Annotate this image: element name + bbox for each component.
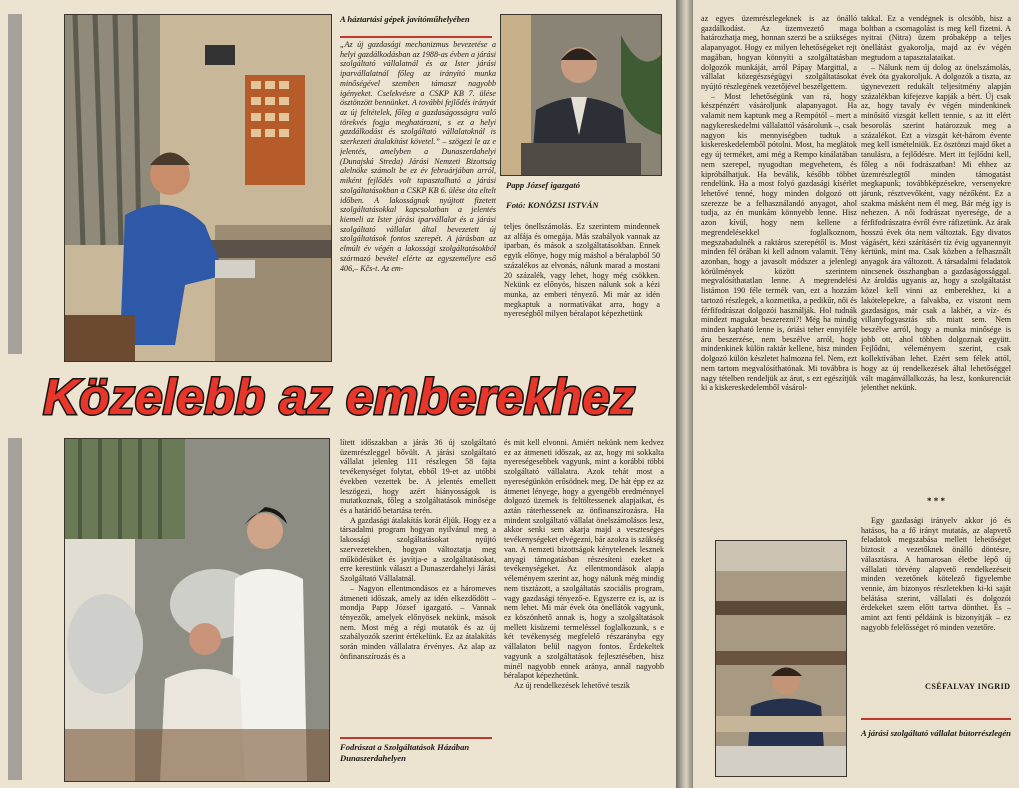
headline-text: Közelebb az emberekhez xyxy=(43,369,635,425)
column-paragraph: és mit kell elvonni. Amiért nekünk nem kedvez ez az átmeneti időszak, az az, hogy mi sokkalta nyereségesebbek vagyunk, mint a korábbi többi szolgáltató vállalatra. Azok tehát most a nyereségünkön erősödnek meg. De hát épp ez az átmenet lényege, hogy a gyengébb eredménnyel dolgozó üzemek is feltöltessenek alapjaikat, és aztán ráterhessenek az önfinanszírozásra. Ha mindent szolgáltató vállalat önelszámolásos lesz, akkor senki sem akarja majd a veszteséges tevékenységeket elvégezni, bár azokra is szükség van. A nemzeti bizottságok kénytelenek lesznek anyagi támogatásban részesíteni ezeket a tevékenységeket. Az ellentmondások alapja véleményem szerint az, hogy nálunk még mindig nem tisztázott, a szolgáltatás szociális program, vagy gazdasági tényező-e. Egyszerre ez is, az is nem lehet. Mi már évek óta önellátók vagyunk, ez köszönhető annak is, hogy a szolgáltatások mellett kisüzemi termeléssel foglalkozunk, s e két tevékenység megfelelő részarányba egy vállalaton belül nagyon fontos. Érdekeltek vagyunk a szolgáltatások fejlesztésében, hisz minél nagyobb ennek aránya, annál nagyobb béralapot képezhetünk. xyxy=(504,438,664,681)
workshop-photo xyxy=(64,14,332,362)
lead-paragraph: „Az új gazdasági mechanizmus bevezetése a helyi gazdálkodásban az 1988-as évben a járási szolgáltató vállalatnál és az Ister járási iparvállalatnál főleg az irányító munka minőségével szemben támaszt nagyobb igényeket. Cselekvésre a CSKP KB 7. ülése ösztönzött bennünket. A további fejlődés irányát az új feltételek, főleg a gazdaságosságra való törekvés fogja meghatározni, s ez a helyi gazdálkodási és szolgáltató vállalatoknál is szerkezeti átalakítást követel.” – szögezi le az e jelentés, amelyben a Dunaszerdahelyi (Dunajská Streda) Járási Nemzeti Bizottság alelnöke számolt be ez év februárjában arról, miként fejlődés volt tapasztalható a járási szolgáltatásokban a CSKP KB 6. ülése óta eltelt időben. A lakosságnak nyújtott fizetett szolgáltatásokkal kapcsolatban a jelentés kiemeli az Ister járási iparvállalat és a járási szolgáltató vállalat által bevezetett új szolgáltatások fontos szerepét. A járásban az elmúlt év végén a lakossági szolgáltatásokból származó bevétel elérte az egyszemélyre eső 406,– Kčs-t. Az em- xyxy=(340,40,496,273)
article-conclusion xyxy=(861,516,1011,676)
portrait-photo xyxy=(500,14,662,176)
column-paragraph: – Nálunk nem új dolog az önelszámolás, évek óta gyakoroljuk. A dolgozók a tiszta, az úgynevezett redukált teljesítmény alapján százalékban kifejezve kapják a bért. Új csak az, hogy tavaly év végén mindenkinek minősítő vizsgát kellett tennie, s az itt elért besorolás szerint határozzuk meg a százalékot. Ezt a vizsgát két-három évente meg kell ismételniük. Ez ösztönzi majd őket a tanulásra, a fejlődésre. Mert itt fejlődni kell, főleg a női fodrászatban! Mi ehhez az üzemrészlegtől minden támogatást megkapunk; továbbképzésekre, versenyekre járunk, résztvevőként, vagy nézőként. Ez a szakma másként nem él meg. Bár még így is nehezen. A női fodrászat nyeresége, de a férfifodrászatra évről évre ráfizetünk. Az árak hosszú évek óta nem változtak. Egy divatos vágásért, kézi szárításért tíz évig ugyanennyit kértünk, mint ma. Csak közben a felhasznált anyagok ára változott. A társadalmi feladatok nincsenek összhangban a gazdaságossággal. Az ároldás ugyanis az, hogy a szolgáltatást közel kell vinni az emberekhez, ki a lakótelepekre, a falvakba, ez viszont nem gazdaságos, már csak a lakbér, a víz- és villanyfogyasztás stb. miatt sem. Nem beszélve arról, hogy a munka minősége is jobb ott, ahol többen dolgoznak együtt. Fejlődni, véleményem szerint, csak kollektívában lehet. Ezért sem félek attól, hogy az új rendelkezések által lehetőséggel vált magánvállalkozás, ha lesz, konkurenciát jelenthet nekünk. xyxy=(861,62,1011,393)
gray-margin-bar xyxy=(8,14,22,354)
article-column-4 xyxy=(861,14,1011,494)
article-column-1b xyxy=(340,438,496,733)
column-paragraph: teljes önellszámolás. Ez szerintem mindennek az alfája és omegája. Más szabályok vannak az iparban, és mások a szolgáltatásokban. Ennek egyik előnye, hogy míg máshol a béralapból 50 százalékos az elvonás, nálunk marad a mostani 20 százalék, vagy lehet, hogy még csökken. Nekünk ez előnyös, hiszen nálunk sok a kézi munka, az emberi tényező. Mi már az idén megkaptuk a normatívákat arra, hogy a nyereségből milyen béralapot képezhetünk xyxy=(504,222,660,319)
column-paragraph: – Nagyon ellentmondásos ez a háromeves átmeneti időszak, amely az idén elkezdődött – mondja Papp József igazgató. – Vannak tényezők, amelyek előnyösek nekünk, mások nem. Most még a régi mutatók és az új szabályozók szerint értékelünk. Ez az átalakítás során minden vállalatra érvényes. Az alap az önfinanszírozás és a xyxy=(340,583,496,661)
column-paragraph: Egy gazdasági irányelv akkor jó és hatásos, ha a fő irányt mutatás, az alapvető feladatok megszabása mellett lehetőséget biztosít a vezetőknek önálló döntésre, választásra. A hamarosan életbe lépő új vállalati törvény alapvető rendelkezéseit minden vezetőnek kötelező figyelembe vennie, ám bizonyos részletekben ki-ki saját belátása szerint, vállalati és dolgozói érdekeket szem előtt tartva dönthet. És – amint azt fenti példáink is bizonyítják – ez nagyobb felelősséget ró minden vezetőre. xyxy=(861,516,1011,632)
caption-rule xyxy=(340,737,492,739)
caption-rule xyxy=(340,36,492,38)
headline xyxy=(14,362,664,432)
gray-margin-bar xyxy=(8,438,22,780)
article-lead xyxy=(340,40,496,360)
section-separator: * * * xyxy=(927,496,945,506)
page-gutter xyxy=(676,0,693,788)
column-paragraph: takkal. Ez a vendégnek is olcsóbb, hisz a boltban a csomagolást is meg kell fizetni. A nyitrai (Nitra) üzem próbaképp a teljes önellátást gyakorolja, majd az év végén megtudom a tapasztalataikat. xyxy=(861,14,1011,62)
portrait-caption: Papp József igazgató xyxy=(506,180,580,190)
column-paragraph: A gazdasági átalakítás korát éljük. Hogy ez a társadalmi program hogyan nyilvánul meg a lakossági szolgáltatásokat nyújtó szervezetekben, hogyan változtatja meg működésüket és javítja-e a szolgáltatásokat, erre kerestünk választ a Dunaszerdahelyi Járási Szolgáltató Vállalatnál. xyxy=(340,515,496,584)
column-paragraph: Az új rendelkezések lehetővé teszik xyxy=(514,680,630,690)
furniture-caption: A járási szolgáltató vállalat bútorrészlegén xyxy=(861,728,1011,738)
article-column-2b xyxy=(504,438,664,783)
hairdresser-photo xyxy=(64,438,330,782)
hairdresser-caption: Fodrászat a Szolgáltatások Házában Dunaszerdahelyen xyxy=(340,742,470,763)
column-paragraph: az egyes üzemrészlegeknek is az önálló gazdálkodást. Az üzemvezető maga határozhatja meg, honnan szerzi be a szükséges alapanyagot. Hogy ez milyen lehetőségeket rejt magában, hogyan könnyíti a szolgáltatásban dolgozók munkáját, arról Pápay Margittal, a vállalat közegészségügyi szolgáltatásokat nyújtó részlegének vezetőjével beszélgettem. xyxy=(701,14,857,92)
caption-rule xyxy=(861,718,1011,720)
article-column-3 xyxy=(701,14,857,534)
column-paragraph: lített időszakban a járás 36 új szolgáltató üzemrészleggel bővült. A járási szolgáltató vállalat jelenleg 111 részlegen 58 fajta tevékenységet folytat, ebből 19-et az utóbbi években vezettek be. A jelentés emellett leszögezi, hogy azért hiányosságok is mutatkoznak, főleg a szolgáltatások minősége és a határidő betartása terén. xyxy=(340,438,496,516)
right-newspaper-page xyxy=(693,0,1019,788)
article-column-2a xyxy=(504,222,660,360)
workshop-caption: A háztartási gépek javítóműhelyében xyxy=(340,14,470,24)
photo-credit: Fotó: KONÓZSI ISTVÁN xyxy=(506,200,599,210)
author-signature: CSÉFALVAY INGRID xyxy=(925,682,1011,691)
column-paragraph: – Most lehetőségünk van rá, hogy készpénzért vásároljunk alapanyagot. Ha valamit nem kaptunk meg a Rempótól – mert a nagykereskedelmi vállalattól vásárolunk –, csak nagyon kis mennyiségben tudtuk a kiskereskedelemből pótolni. Most, ha meglátok egy új terméket, ami még a Rempo kínálatában nem szerepel, nyugodtan megvehetem, és kipróbálhatjuk. Ha beválik, később többet rendelünk. Ha a most folyó gazdasági kísérlet lehetővé tenné, hogy minden dolgozó ott szerezze be a felhasználandó anyagot, ahol tudja, az én munkám könnyebb lenne. Hisz azon kívül, hogy nem kellene a megrendelésekkel foglalkoznom, megszabadulnék a raktáros szerepétől is. Most minden fél órában ki kell adnom valamit. Tény azonban, hogy a javasolt módszer a jelenlegi körülmények között szerintem megvalósíthatatlan lenne. A megrendelési listámon 190 féle termék van, ezt a hozzám tartozó részlegek, a kozmetika, a pedikűr, női és férfifodrászat dolgozói használják. Hol tudnák mindezt magukat beszerezni?! Még ha mindig minden kapható lenne is, óriási teher ennyiféle áru beszerzése, nem beszélve arról, hogy mindenkinek külön raktár kellene, hisz minden dolgozó külön készletet halmozna fel. Nem, ezt nem tartom megvalósíthatónak. Mi továbbra is nagy tételben rendeljük az árut, s ezt egészítjük ki a kiskereskedelemből vásárol- xyxy=(701,91,857,393)
furniture-workshop-photo xyxy=(715,540,847,777)
